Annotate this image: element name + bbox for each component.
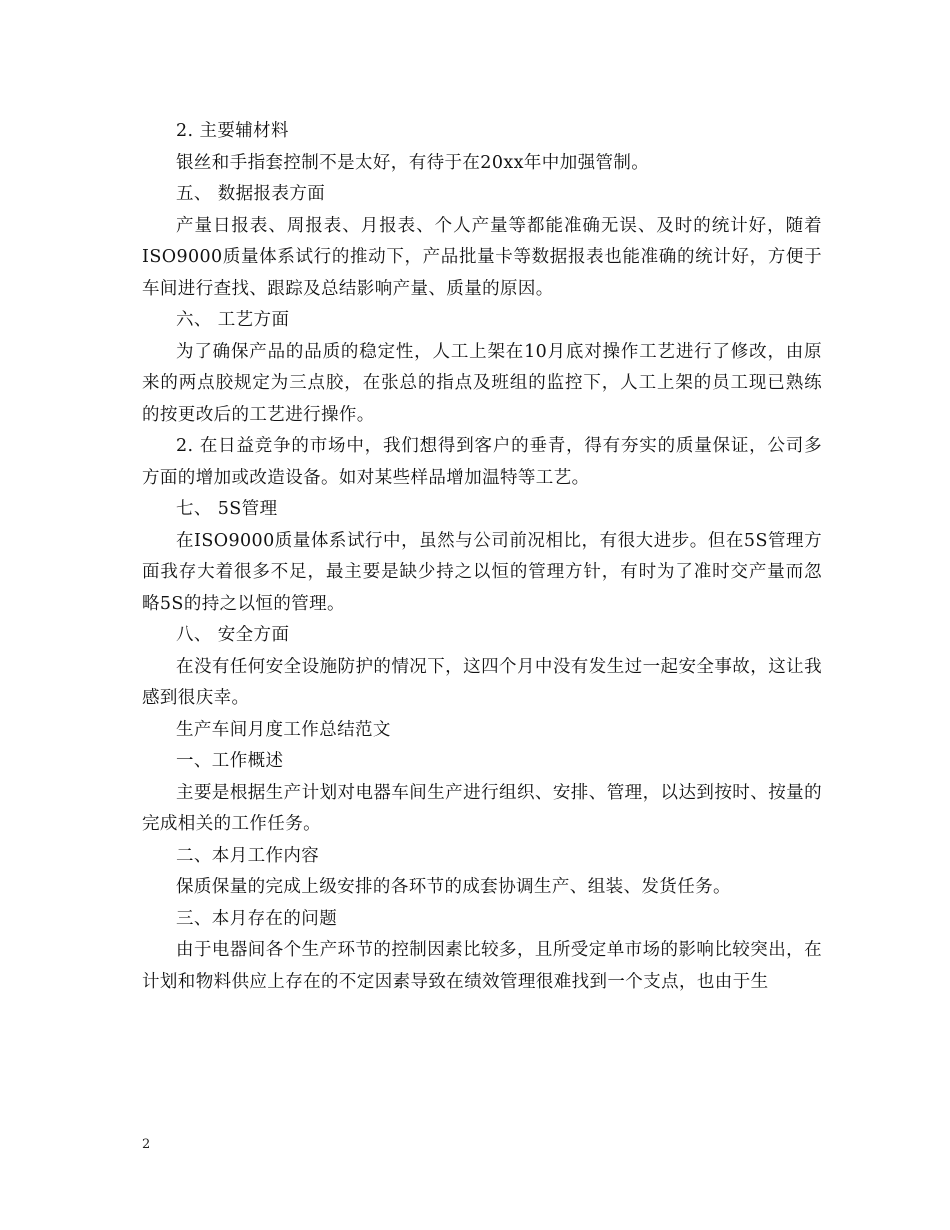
paragraph-safety: 在没有任何安全设施防护的情况下，这四个月中没有发生过一起安全事故，这让我感到很庆幸。 bbox=[142, 656, 822, 708]
section-heading-safety: 八、 安全方面 bbox=[176, 625, 290, 645]
document-body bbox=[142, 116, 822, 998]
section-heading-data-reports: 五、 数据报表方面 bbox=[176, 184, 326, 204]
section-heading-monthly-work: 二、本月工作内容 bbox=[176, 845, 320, 866]
section-heading-problems: 三、本月存在的问题 bbox=[176, 908, 338, 929]
section-heading-work-overview: 一、工作概述 bbox=[176, 751, 284, 771]
paragraph-process-stability: 为了确保产品的品质的稳定性，人工上架在10月底对操作工艺进行了修改，由原来的两点胶规定为三点胶，在张总的指点及班组的监控下，人工上架的员工现已熟练的按更改后的工艺进行操作。 bbox=[142, 341, 822, 425]
section-heading-5s-management: 七、 5S管理 bbox=[176, 499, 278, 519]
paragraph-data-reports: 产量日报表、周报表、月报表、个人产量等都能准确无误、及时的统计好，随着ISO9000质量体系试行的推动下，产品批量卡等数据报表也能准确的统计好，方便于车间进行查找、跟踪及总结影响产量、质量的原因。 bbox=[142, 215, 822, 299]
page-number: 2 bbox=[142, 1137, 151, 1152]
section-heading-process: 六、 工艺方面 bbox=[176, 310, 290, 330]
paragraph-work-overview: 主要是根据生产计划对电器车间生产进行组织、安排、管理，以达到按时、按量的完成相关的工作任务。 bbox=[142, 782, 822, 834]
paragraph-subheading-auxiliary-materials: 2. 主要辅材料 bbox=[176, 121, 289, 141]
paragraph-monthly-work: 保质保量的完成上级安排的各环节的成套协调生产、组装、发货任务。 bbox=[176, 877, 731, 897]
paragraph-silver-wire-control: 银丝和手指套控制不是太好，有待于在20xx年中加强管制。 bbox=[176, 152, 650, 173]
document-subtitle-monthly-summary: 生产车间月度工作总结范文 bbox=[176, 719, 391, 740]
paragraph-5s-management: 在ISO9000质量体系试行中，虽然与公司前况相比，有很大进步。但在5S管理方面我存大着很多不足，最主要是缺少持之以恒的管理方针，有时为了准时交产量而忽略5S的持之以恒的管理。 bbox=[142, 530, 822, 614]
paragraph-market-competition: 2. 在日益竞争的市场中，我们想得到客户的垂青，得有夯实的质量保证，公司多方面的增加或改造设备。如对某些样品增加温特等工艺。 bbox=[142, 436, 822, 488]
paragraph-problems: 由于电器间各个生产环节的控制因素比较多，且所受定单市场的影响比较突出，在计划和物料供应上存在的不定因素导致在绩效管理很难找到一个支点，也由于生 bbox=[142, 940, 822, 992]
